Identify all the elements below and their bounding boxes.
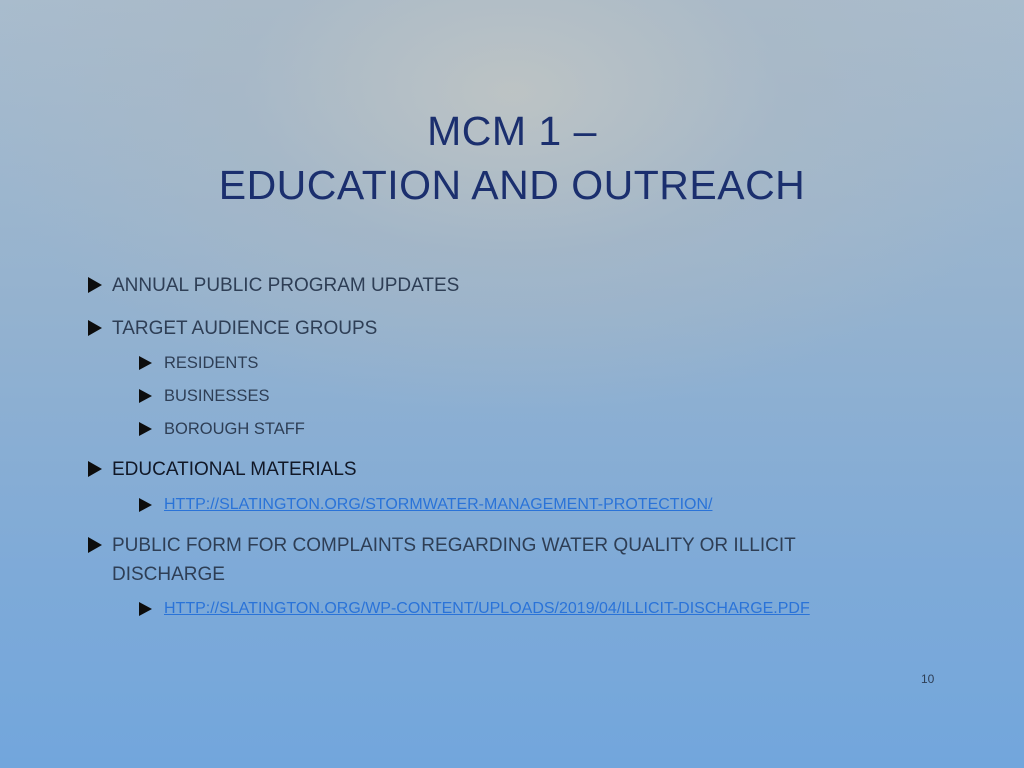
slide-title [0, 104, 1024, 212]
bullet-arrow-icon [88, 537, 102, 553]
bullet-text: RESIDENTS [164, 354, 259, 372]
bullet-educational-materials [88, 455, 357, 484]
page-number: 10 [921, 672, 935, 686]
bullet-arrow-icon [88, 320, 102, 336]
sub-bullet-complaint-link [139, 597, 810, 621]
bullet-text: ANNUAL PUBLIC PROGRAM UPDATES [112, 275, 460, 296]
stormwater-management-link[interactable]: HTTP://SLATINGTON.ORG/STORMWATER-MANAGEMENT-PROTECTION/ [164, 496, 713, 513]
bullet-arrow-icon [139, 422, 152, 436]
sub-bullet-residents [139, 351, 258, 375]
bullet-arrow-icon [139, 389, 152, 403]
bullet-arrow-icon [139, 498, 152, 512]
bullet-arrow-icon [88, 277, 102, 293]
bullet-arrow-icon [139, 356, 152, 370]
bullet-text: TARGET AUDIENCE GROUPS [112, 318, 378, 339]
bullet-text: BUSINESSES [164, 387, 270, 405]
bullet-arrow-icon [88, 461, 102, 477]
bullet-text: PUBLIC FORM FOR COMPLAINTS REGARDING WATER QUALITY OR ILLICIT DISCHARGE [112, 535, 796, 585]
bullet-annual-updates [88, 271, 459, 300]
illicit-discharge-pdf-link[interactable]: HTTP://SLATINGTON.ORG/WP-CONTENT/UPLOADS/2019/04/ILLICIT-DISCHARGE.PDF [164, 600, 810, 617]
bullet-text: BOROUGH STAFF [164, 420, 305, 438]
title-line-2: EDUCATION AND OUTREACH [218, 162, 806, 208]
sub-bullet-businesses [139, 384, 269, 408]
sub-bullet-materials-link [139, 493, 712, 517]
sub-bullet-borough-staff [139, 417, 305, 441]
bullet-arrow-icon [139, 602, 152, 616]
bullet-complaint-form [88, 531, 872, 589]
bullet-target-audience [88, 314, 377, 343]
bullet-text: EDUCATIONAL MATERIALS [112, 459, 357, 480]
title-line-1: MCM 1 – [427, 108, 597, 154]
